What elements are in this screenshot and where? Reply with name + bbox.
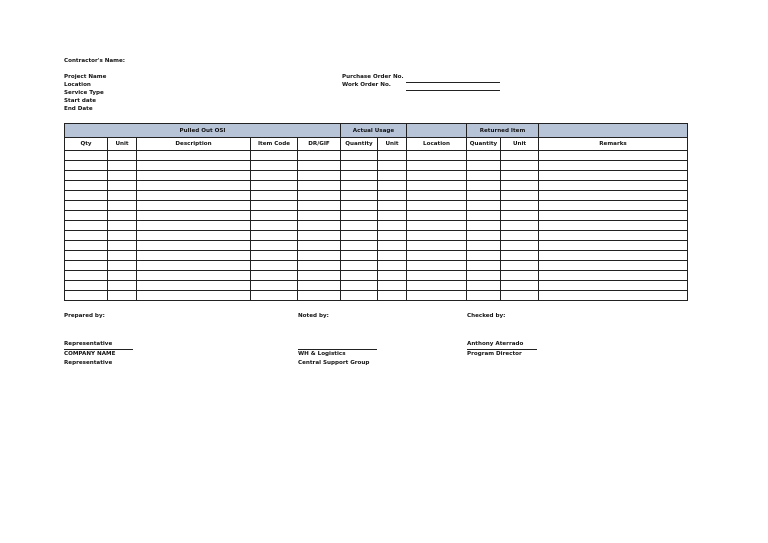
- location-label: Location: [64, 82, 91, 88]
- table-cell[interactable]: [298, 171, 341, 181]
- table-cell[interactable]: [501, 221, 539, 231]
- osi-table: [64, 123, 688, 301]
- table-cell[interactable]: [378, 211, 407, 221]
- table-cell[interactable]: [137, 171, 251, 181]
- table-row: [65, 251, 688, 261]
- table-cell[interactable]: [501, 261, 539, 271]
- table-cell[interactable]: [108, 201, 137, 211]
- table-cell[interactable]: [539, 211, 688, 221]
- noted-by-label: Noted by:: [298, 313, 329, 319]
- col-header-description: Description: [137, 138, 251, 151]
- table-cell[interactable]: [341, 221, 378, 231]
- table-cell[interactable]: [467, 161, 501, 171]
- table-row: [65, 171, 688, 181]
- table-cell[interactable]: [501, 161, 539, 171]
- table-cell[interactable]: [298, 241, 341, 251]
- table-cell[interactable]: [298, 211, 341, 221]
- table-row: [65, 191, 688, 201]
- table-cell[interactable]: [378, 191, 407, 201]
- table-cell[interactable]: [467, 151, 501, 161]
- table-cell[interactable]: [539, 291, 688, 301]
- table-cell[interactable]: [539, 201, 688, 211]
- table-cell[interactable]: [539, 191, 688, 201]
- table-cell[interactable]: [65, 231, 108, 241]
- table-cell[interactable]: [467, 291, 501, 301]
- table-cell[interactable]: [467, 261, 501, 271]
- table-cell[interactable]: [108, 191, 137, 201]
- table-cell[interactable]: [108, 251, 137, 261]
- table-cell[interactable]: [108, 171, 137, 181]
- table-cell[interactable]: [65, 261, 108, 271]
- end-date-label: End Date: [64, 106, 93, 112]
- table-cell[interactable]: [137, 151, 251, 161]
- table-cell[interactable]: [501, 191, 539, 201]
- table-cell[interactable]: [539, 241, 688, 251]
- table-row: [65, 261, 688, 271]
- table-cell[interactable]: [407, 251, 467, 261]
- table-cell[interactable]: [501, 151, 539, 161]
- table-cell[interactable]: [298, 181, 341, 191]
- table-cell[interactable]: [341, 291, 378, 301]
- table-cell[interactable]: [341, 271, 378, 281]
- table-cell[interactable]: [137, 161, 251, 171]
- group-header-blank-2: [539, 124, 688, 138]
- table-cell[interactable]: [108, 151, 137, 161]
- table-cell[interactable]: [467, 171, 501, 181]
- table-cell[interactable]: [407, 151, 467, 161]
- table-cell[interactable]: [137, 251, 251, 261]
- table-cell[interactable]: [65, 151, 108, 161]
- col-header-quantity-returned: Quantity: [467, 138, 501, 151]
- table-cell[interactable]: [108, 221, 137, 231]
- table-cell[interactable]: [378, 291, 407, 301]
- table-cell[interactable]: [65, 241, 108, 251]
- table-cell[interactable]: [539, 161, 688, 171]
- table-cell[interactable]: [65, 201, 108, 211]
- table-cell[interactable]: [298, 251, 341, 261]
- table-cell[interactable]: [298, 161, 341, 171]
- table-cell[interactable]: [467, 181, 501, 191]
- col-header-quantity-usage: Quantity: [341, 138, 378, 151]
- table-cell[interactable]: [501, 211, 539, 221]
- table-cell[interactable]: [407, 191, 467, 201]
- table-cell[interactable]: [501, 181, 539, 191]
- table-cell[interactable]: [341, 231, 378, 241]
- table-cell[interactable]: [65, 181, 108, 191]
- table-cell[interactable]: [251, 171, 298, 181]
- table-cell[interactable]: [108, 181, 137, 191]
- work-order-label: Work Order No.: [342, 82, 391, 88]
- col-header-location: Location: [407, 138, 467, 151]
- table-cell[interactable]: [137, 281, 251, 291]
- table-row: [65, 241, 688, 251]
- table-cell[interactable]: [407, 261, 467, 271]
- group-header-blank: [407, 124, 467, 138]
- table-cell[interactable]: [341, 201, 378, 211]
- table-cell[interactable]: [539, 151, 688, 161]
- table-cell[interactable]: [65, 271, 108, 281]
- table-cell[interactable]: [108, 231, 137, 241]
- table-cell[interactable]: [251, 291, 298, 301]
- table-cell[interactable]: [108, 291, 137, 301]
- table-cell[interactable]: [251, 251, 298, 261]
- table-cell[interactable]: [378, 221, 407, 231]
- table-cell[interactable]: [137, 181, 251, 191]
- table-cell[interactable]: [378, 271, 407, 281]
- table-cell[interactable]: [407, 231, 467, 241]
- table-cell[interactable]: [65, 211, 108, 221]
- company-name-label: COMPANY NAME: [64, 351, 116, 357]
- table-cell[interactable]: [467, 241, 501, 251]
- table-cell[interactable]: [65, 221, 108, 231]
- table-cell[interactable]: [341, 241, 378, 251]
- col-header-remarks: Remarks: [539, 138, 688, 151]
- table-cell[interactable]: [108, 211, 137, 221]
- table-cell[interactable]: [137, 211, 251, 221]
- table-cell[interactable]: [298, 221, 341, 231]
- table-cell[interactable]: [251, 201, 298, 211]
- col-header-unit: Unit: [108, 138, 137, 151]
- table-cell[interactable]: [65, 281, 108, 291]
- representative-label-2: Representative: [64, 360, 113, 366]
- table-row: [65, 271, 688, 281]
- table-cell[interactable]: [501, 231, 539, 241]
- table-cell[interactable]: [378, 241, 407, 251]
- wh-logistics-label: WH & Logistics: [298, 351, 346, 357]
- table-cell[interactable]: [341, 211, 378, 221]
- table-row: [65, 281, 688, 291]
- table-cell[interactable]: [298, 231, 341, 241]
- table-cell[interactable]: [251, 211, 298, 221]
- table-cell[interactable]: [251, 151, 298, 161]
- table-cell[interactable]: [108, 161, 137, 171]
- table-cell[interactable]: [341, 181, 378, 191]
- table-cell[interactable]: [341, 191, 378, 201]
- table-cell[interactable]: [298, 261, 341, 271]
- table-cell[interactable]: [378, 201, 407, 211]
- col-header-qty: Qty: [65, 138, 108, 151]
- table-cell[interactable]: [378, 181, 407, 191]
- table-cell[interactable]: [137, 271, 251, 281]
- table-cell[interactable]: [137, 291, 251, 301]
- table-cell[interactable]: [137, 221, 251, 231]
- director-name: Anthony Aterrado: [467, 341, 524, 347]
- table-cell[interactable]: [378, 281, 407, 291]
- central-support-label: Central Support Group: [298, 360, 370, 366]
- group-header-actual-usage: Actual Usage: [341, 124, 407, 138]
- table-cell[interactable]: [298, 191, 341, 201]
- table-cell[interactable]: [467, 251, 501, 261]
- column-header-row: [65, 138, 688, 151]
- prepared-by-label: Prepared by:: [64, 313, 105, 319]
- table-cell[interactable]: [298, 271, 341, 281]
- table-cell[interactable]: [407, 211, 467, 221]
- table-cell[interactable]: [65, 251, 108, 261]
- table-cell[interactable]: [539, 271, 688, 281]
- table-cell[interactable]: [407, 201, 467, 211]
- table-cell[interactable]: [341, 261, 378, 271]
- table-cell[interactable]: [137, 261, 251, 271]
- table-cell[interactable]: [378, 161, 407, 171]
- table-cell[interactable]: [467, 201, 501, 211]
- director-title: Program Director: [467, 351, 522, 357]
- table-cell[interactable]: [298, 281, 341, 291]
- work-order-field[interactable]: [406, 90, 500, 91]
- table-cell[interactable]: [501, 291, 539, 301]
- checked-by-label: Checked by:: [467, 313, 506, 319]
- table-cell[interactable]: [251, 191, 298, 201]
- table-cell[interactable]: [501, 241, 539, 251]
- table-cell[interactable]: [467, 221, 501, 231]
- table-cell[interactable]: [65, 161, 108, 171]
- table-cell[interactable]: [407, 271, 467, 281]
- table-cell[interactable]: [378, 171, 407, 181]
- table-cell[interactable]: [108, 271, 137, 281]
- table-cell[interactable]: [539, 181, 688, 191]
- table-body: [65, 151, 688, 301]
- table-cell[interactable]: [251, 271, 298, 281]
- table-cell[interactable]: [539, 171, 688, 181]
- table-cell[interactable]: [251, 161, 298, 171]
- table-cell[interactable]: [251, 281, 298, 291]
- table-cell[interactable]: [501, 251, 539, 261]
- table-cell[interactable]: [298, 291, 341, 301]
- table-row: [65, 181, 688, 191]
- group-header-returned-item: Returned Item: [467, 124, 539, 138]
- table-row: [65, 161, 688, 171]
- start-date-label: Start date: [64, 98, 97, 104]
- table-cell[interactable]: [137, 241, 251, 251]
- table-cell[interactable]: [341, 161, 378, 171]
- table-cell[interactable]: [501, 171, 539, 181]
- service-type-label: Service Type: [64, 90, 104, 96]
- table-cell[interactable]: [137, 191, 251, 201]
- table-cell[interactable]: [407, 241, 467, 251]
- table-cell[interactable]: [407, 171, 467, 181]
- table-cell[interactable]: [298, 201, 341, 211]
- table-cell[interactable]: [251, 231, 298, 241]
- table-cell[interactable]: [341, 151, 378, 161]
- table-cell[interactable]: [378, 151, 407, 161]
- table-row: [65, 291, 688, 301]
- project-name-label: Project Name: [64, 74, 107, 80]
- table-cell[interactable]: [407, 291, 467, 301]
- purchase-order-field[interactable]: [406, 82, 500, 83]
- table-cell[interactable]: [137, 201, 251, 211]
- col-header-dr-gif: DR/GIF: [298, 138, 341, 151]
- table-row: [65, 201, 688, 211]
- table-cell[interactable]: [341, 251, 378, 261]
- col-header-unit-usage: Unit: [378, 138, 407, 151]
- table-cell[interactable]: [341, 171, 378, 181]
- table-cell[interactable]: [407, 221, 467, 231]
- table-row: [65, 151, 688, 161]
- col-header-item-code: Item Code: [251, 138, 298, 151]
- table-cell[interactable]: [539, 251, 688, 261]
- table-cell[interactable]: [539, 281, 688, 291]
- table-cell[interactable]: [501, 281, 539, 291]
- table-row: [65, 211, 688, 221]
- table-cell[interactable]: [298, 151, 341, 161]
- table-cell[interactable]: [137, 231, 251, 241]
- table-cell[interactable]: [65, 291, 108, 301]
- table-cell[interactable]: [108, 241, 137, 251]
- table-cell[interactable]: [65, 191, 108, 201]
- table-cell[interactable]: [378, 261, 407, 271]
- representative-label: Representative: [64, 341, 113, 347]
- table-cell[interactable]: [378, 251, 407, 261]
- table-cell[interactable]: [467, 281, 501, 291]
- table-cell[interactable]: [467, 191, 501, 201]
- table-row: [65, 231, 688, 241]
- table-cell[interactable]: [251, 261, 298, 271]
- table-cell[interactable]: [65, 171, 108, 181]
- purchase-order-label: Purchase Order No.: [342, 74, 404, 80]
- table-cell[interactable]: [407, 281, 467, 291]
- table-cell[interactable]: [467, 211, 501, 221]
- table-cell[interactable]: [108, 261, 137, 271]
- table-cell[interactable]: [251, 241, 298, 251]
- table-cell[interactable]: [407, 181, 467, 191]
- table-cell[interactable]: [539, 221, 688, 231]
- table-cell[interactable]: [539, 231, 688, 241]
- table-cell[interactable]: [467, 231, 501, 241]
- table-cell[interactable]: [467, 271, 501, 281]
- col-header-unit-returned: Unit: [501, 138, 539, 151]
- table-cell[interactable]: [341, 281, 378, 291]
- table-cell[interactable]: [108, 281, 137, 291]
- table-cell[interactable]: [539, 261, 688, 271]
- group-header-row: [65, 124, 688, 138]
- table-row: [65, 221, 688, 231]
- table-cell[interactable]: [378, 231, 407, 241]
- group-header-pulled-out: Pulled Out OSI: [65, 124, 341, 138]
- table-cell[interactable]: [251, 221, 298, 231]
- table-cell[interactable]: [501, 271, 539, 281]
- table-cell[interactable]: [501, 201, 539, 211]
- contractor-name-label: Contractor's Name:: [64, 58, 126, 64]
- table-cell[interactable]: [407, 161, 467, 171]
- table-cell[interactable]: [251, 181, 298, 191]
